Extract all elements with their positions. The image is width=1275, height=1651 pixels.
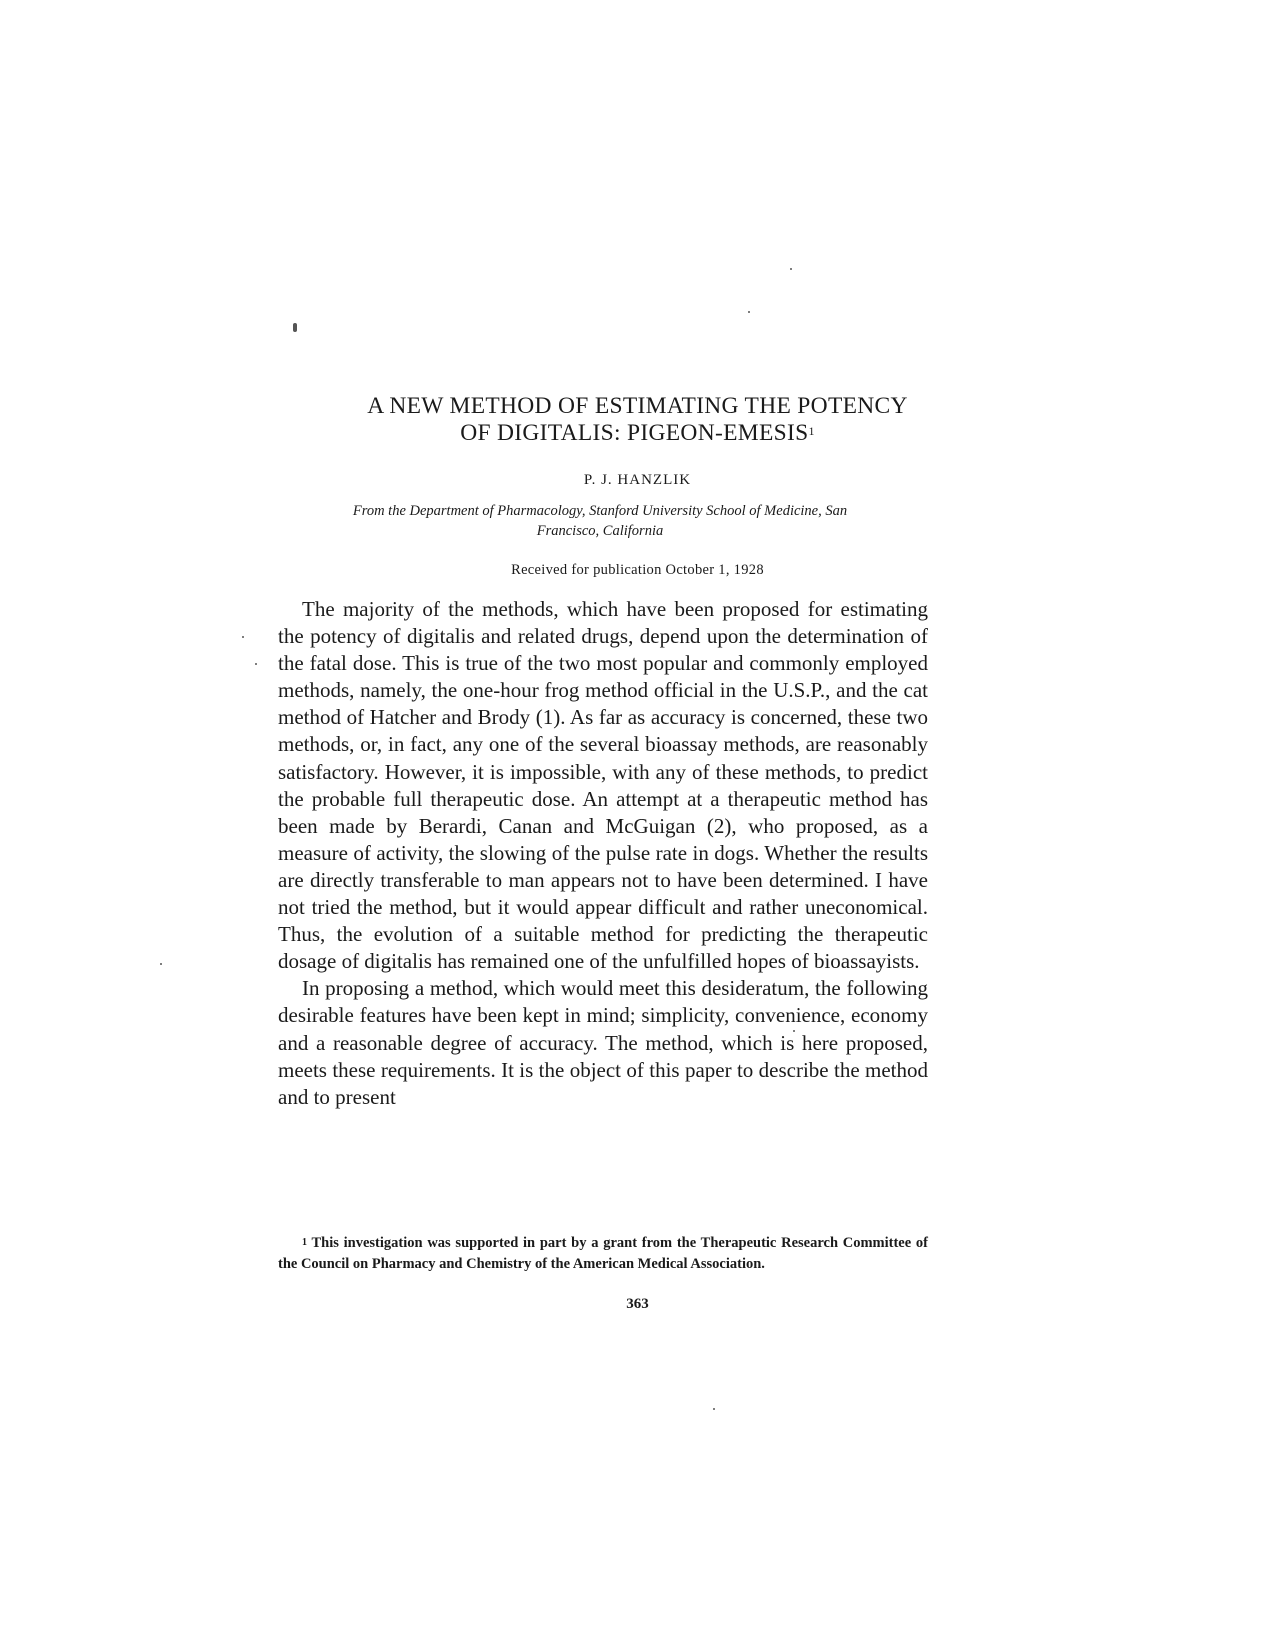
body-paragraph-2: In proposing a method, which would meet this desideratum, the following desirable features have been kept in mind; simplicity, convenience, economy and a reasonable degree of accuracy. The method, which is here proposed, meets these requirements. It is the object of this paper to describe the method and to present [278, 976, 928, 1109]
affiliation-line-1: From the Department of Pharmacology, Stanford University School of Medicine, San [352, 503, 848, 519]
scan-speck [160, 963, 162, 965]
body-paragraph-1: The majority of the methods, which have been proposed for estimating the potency of digitalis and related drugs, depend upon the determination of the fatal dose. This is true of the two most popular and commonly employed methods, namely, the one-hour frog method official in the U.S.P., and the cat method of Hatcher and Brody (1). As far as accuracy is concerned, these two methods, or, in fact, any one of the several bioassay methods, are reasonably satisfactory. However, it is impossible, with any of these methods, to predict the probable full therapeutic dose. An attempt at a therapeutic method has been made by Berardi, Canan and McGuigan (2), who proposed, as a measure of activity, the slowing of the pulse rate in dogs. Whether the results are directly transferable to man appears not to have been determined. I have not tried the method, but it would appear difficult and rather uneconomical. Thus, the evolution of a suitable method for predicting the therapeutic dosage of digitalis has remained one of the unfulfilled hopes of bioassayists. [278, 597, 928, 974]
footnote-text: This investigation was supported in part by a grant from the Therapeutic Research Committee of the Council on Pharmacy and Chemistry of the American Medical Association. [278, 1235, 928, 1272]
author-name: P. J. HANZLIK [583, 472, 692, 488]
paper-title [200, 393, 1075, 447]
scan-speck [790, 268, 792, 270]
title-line-2 [200, 420, 1075, 447]
author-affiliation [275, 501, 925, 541]
scan-speck [293, 323, 297, 332]
page-number: 363 [626, 1296, 649, 1312]
footnote-marker: 1 [302, 1237, 307, 1248]
scan-speck [242, 636, 244, 638]
scan-speck [713, 1408, 715, 1410]
footnote [278, 1233, 928, 1274]
body-text [278, 596, 928, 1111]
scan-speck [748, 311, 750, 313]
title-footnote-marker: 1 [808, 424, 815, 438]
received-date: Received for publication October 1, 1928 [511, 562, 764, 578]
scan-speck [255, 663, 257, 665]
affiliation-line-2: Francisco, California [536, 523, 664, 539]
title-line-2-text: OF DIGITALIS: PIGEON-EMESIS [460, 420, 809, 446]
title-line-1: A NEW METHOD OF ESTIMATING THE POTENCY [367, 393, 908, 419]
